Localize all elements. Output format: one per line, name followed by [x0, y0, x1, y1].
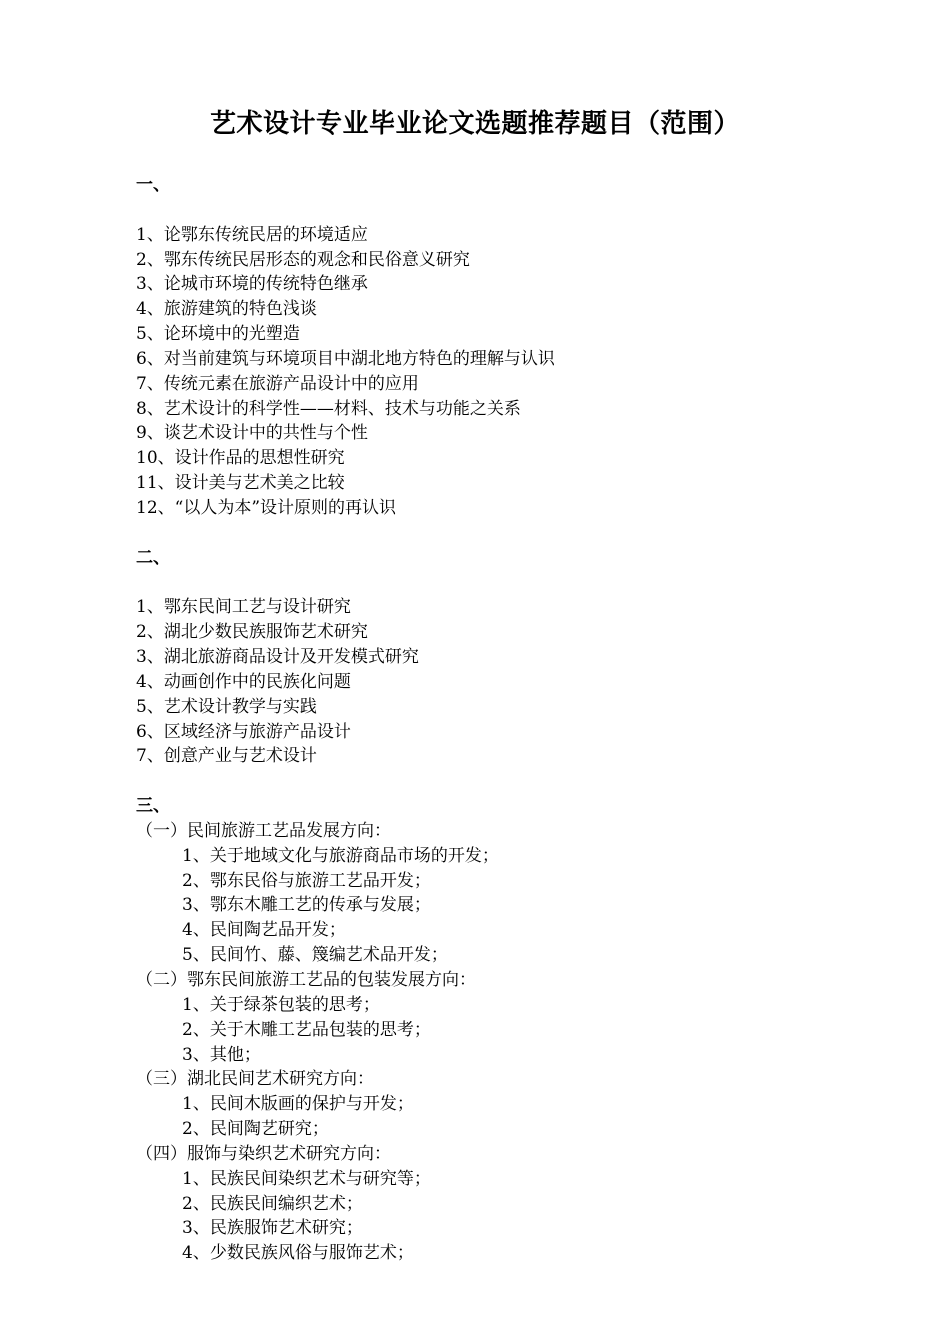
subsection-label: （三）湖北民间艺术研究方向： — [136, 1069, 374, 1090]
list-item: 5、论环境中的光塑造 — [136, 324, 300, 345]
list-item: 7、创意产业与艺术设计 — [136, 746, 317, 767]
list-item: 10、设计作品的思想性研究 — [136, 448, 345, 469]
list-item: 12、“以人为本”设计原则的再认识 — [136, 497, 397, 518]
list-item: 6、对当前建筑与环境项目中湖北地方特色的理解与认识 — [136, 348, 555, 369]
list-item: 4、动画创作中的民族化问题 — [136, 671, 351, 692]
list-item: 3、鄂东木雕工艺的传承与发展； — [182, 895, 431, 916]
list-item: 3、其他； — [182, 1044, 261, 1065]
list-item: 2、关于木雕工艺品包装的思考； — [182, 1019, 431, 1040]
list-item: 4、民间陶艺品开发； — [182, 920, 346, 941]
document-body — [136, 173, 896, 1266]
subsection-label: （一）民间旅游工艺品发展方向： — [136, 820, 391, 841]
list-item: 1、民间木版画的保护与开发； — [182, 1094, 414, 1115]
list-item: 2、民间陶艺研究； — [182, 1119, 329, 1140]
list-item: 6、区域经济与旅游产品设计 — [136, 721, 351, 742]
list-item: 5、艺术设计教学与实践 — [136, 696, 317, 717]
list-item: 1、关于地域文化与旅游商品市场的开发； — [182, 845, 499, 866]
list-item: 1、关于绿茶包装的思考； — [182, 994, 380, 1015]
spacer — [136, 521, 896, 546]
spacer — [136, 198, 896, 223]
list-item: 1、民族民间染织艺术与研究等； — [182, 1168, 431, 1189]
list-item: 2、鄂东民俗与旅游工艺品开发； — [182, 870, 431, 891]
list-item: 4、少数民族风俗与服饰艺术； — [182, 1243, 414, 1264]
list-item: 7、传统元素在旅游产品设计中的应用 — [136, 373, 419, 394]
list-item: 3、民族服饰艺术研究； — [182, 1218, 363, 1239]
list-item: 5、民间竹、藤、篾编艺术品开发； — [182, 945, 448, 966]
list-item: 11、设计美与艺术美之比较 — [136, 473, 345, 494]
list-item: 3、湖北旅游商品设计及开发模式研究 — [136, 647, 419, 668]
subsection-label: （四）服饰与染织艺术研究方向： — [136, 1143, 391, 1164]
subsection-label: （二）鄂东民间旅游工艺品的包装发展方向： — [136, 970, 476, 990]
list-item: 8、艺术设计的科学性——材料、技术与功能之关系 — [136, 398, 521, 419]
spacer — [136, 571, 896, 596]
list-item: 9、谈艺术设计中的共性与个性 — [136, 423, 368, 444]
section-heading-2: 二、 — [136, 547, 170, 568]
spacer — [136, 769, 896, 794]
list-item: 1、论鄂东传统民居的环境适应 — [136, 224, 368, 245]
list-item: 2、民族民间编织艺术； — [182, 1193, 363, 1214]
section-heading-1: 一、 — [136, 175, 170, 195]
document-title: 艺术设计专业毕业论文选题推荐题目（范围） — [209, 109, 740, 139]
section-heading-3: 三、 — [136, 796, 170, 817]
list-item: 4、旅游建筑的特色浅谈 — [136, 299, 317, 320]
list-item: 2、鄂东传统民居形态的观念和民俗意义研究 — [136, 249, 470, 270]
list-item: 2、湖北少数民族服饰艺术研究 — [136, 622, 368, 643]
list-item: 3、论城市环境的传统特色继承 — [136, 274, 368, 295]
list-item: 1、鄂东民间工艺与设计研究 — [136, 597, 351, 618]
